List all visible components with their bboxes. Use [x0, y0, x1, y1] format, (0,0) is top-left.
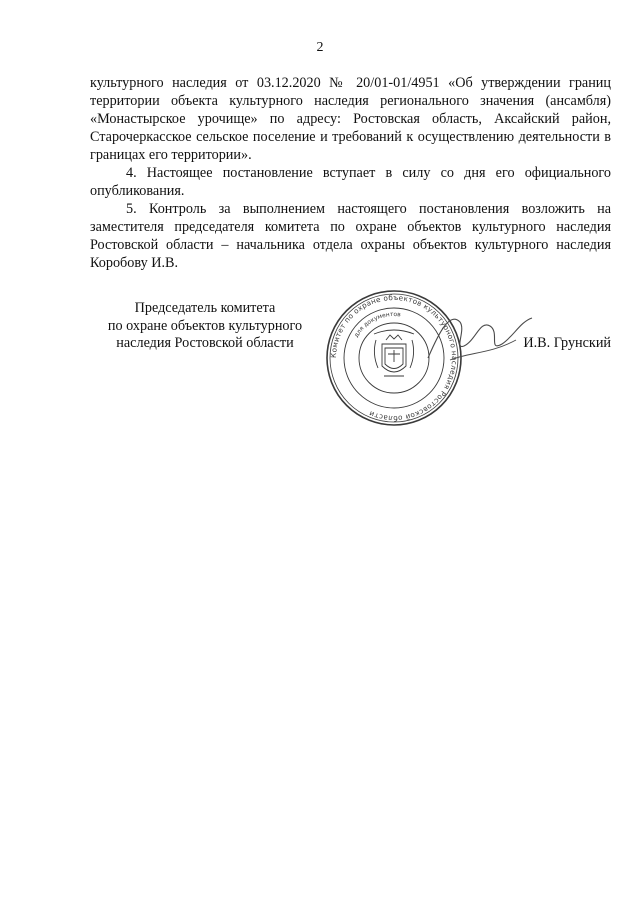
signature-block	[90, 292, 611, 430]
signatory-title	[90, 300, 320, 353]
paragraph-item-4: 4. Настоящее постановление вступает в силу со дня его официального опубликования.	[90, 165, 611, 199]
signatory-title-line: по охране объектов культурного	[107, 317, 303, 334]
handwritten-signature-icon	[420, 300, 540, 380]
paragraph-item-5: 5. Контроль за выполнением настоящего постановления возложить на заместителя председателя комитета по охране объектов культурного наследия Ростовской области – начальника отдела охраны объектов культурного наследия Коробову И.В.	[90, 201, 611, 271]
seal-inner-text: для документов	[352, 310, 402, 339]
paragraph-continuation: культурного наследия от 03.12.2020 № 20/01-01/4951 «Об утверждении границ территории объекта культурного наследия регионального значения (ансамбля) «Монастырское урочище» по адресу: Ростовская область, Аксайский район, Старочеркасское сельское поселение и требований к осуществлению деятельности в границах его территории».	[90, 75, 611, 163]
signatory-title-line: Председатель комитета	[134, 300, 276, 316]
page-number: 2	[316, 40, 324, 55]
signatory-title-line: наследия Ростовской области	[116, 335, 294, 351]
document-body	[90, 74, 611, 272]
signatory-name: И.В. Грунский	[523, 335, 611, 351]
svg-text:для документов	[353, 311, 402, 339]
seal-outer-text: Комитет по охране объектов культурного наследия Ростовской области	[328, 292, 460, 424]
